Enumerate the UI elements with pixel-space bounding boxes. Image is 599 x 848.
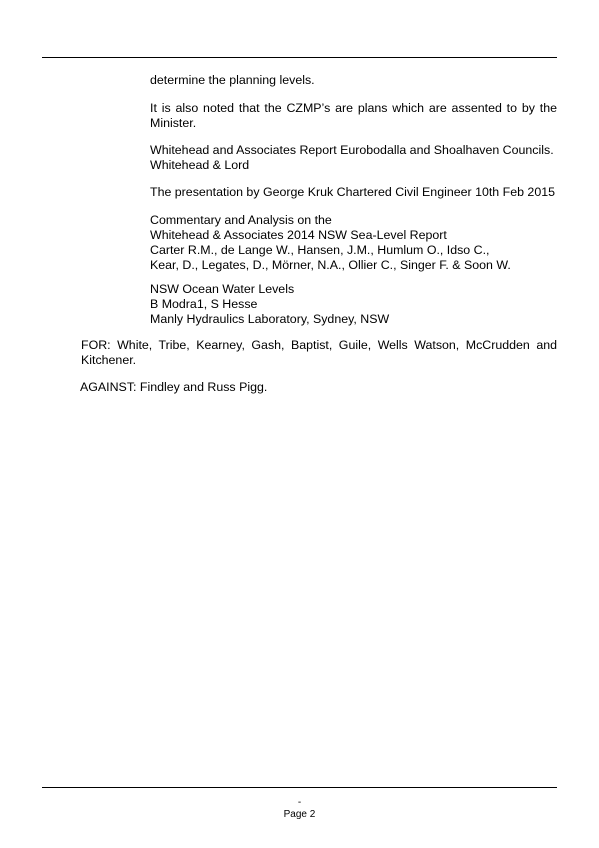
vote-for-text: FOR: White, Tribe, Kearney, Gash, Baptist, Guile, Wells Watson, McCrudden and Kitchener. — [81, 338, 557, 367]
paragraph-text: determine the planning levels. — [150, 73, 315, 87]
reference-ocean-water-levels — [150, 282, 557, 327]
header-rule — [42, 57, 557, 58]
reference-commentary — [150, 213, 557, 273]
reference-line: Whitehead & Lord — [150, 158, 250, 172]
paragraph-czmp — [150, 101, 557, 131]
reference-line: Whitehead & Associates 2014 NSW Sea-Level Report — [150, 228, 447, 242]
reference-line: Carter R.M., de Lange W., Hansen, J.M., Humlum O., Idso C., — [150, 243, 490, 257]
reference-line: The presentation by George Kruk Chartered Civil Engineer 10th Feb 2015 — [150, 185, 555, 199]
footer-dash: - — [297, 797, 302, 808]
paragraph-planning-levels — [150, 73, 557, 88]
reference-line: Commentary and Analysis on the — [150, 213, 332, 227]
vote-for — [81, 338, 557, 368]
vote-against — [80, 380, 556, 395]
page-number: Page 2 — [283, 809, 316, 820]
paragraph-text: It is also noted that the CZMP’s are plans which are assented to by the Minister. — [150, 101, 557, 130]
footer-rule — [42, 787, 557, 788]
reference-line: NSW Ocean Water Levels — [150, 282, 295, 296]
reference-line: Kear, D., Legates, D., Mörner, N.A., Ollier C., Singer F. & Soon W. — [150, 258, 511, 272]
vote-against-text: AGAINST: Findley and Russ Pigg. — [80, 380, 268, 394]
reference-whitehead-report — [150, 143, 557, 173]
reference-line: B Modra1, S Hesse — [150, 297, 258, 311]
reference-kruk-presentation — [150, 185, 557, 200]
reference-line: Manly Hydraulics Laboratory, Sydney, NSW — [150, 312, 390, 326]
reference-line: Whitehead and Associates Report Eurobodalla and Shoalhaven Councils. — [150, 143, 554, 157]
